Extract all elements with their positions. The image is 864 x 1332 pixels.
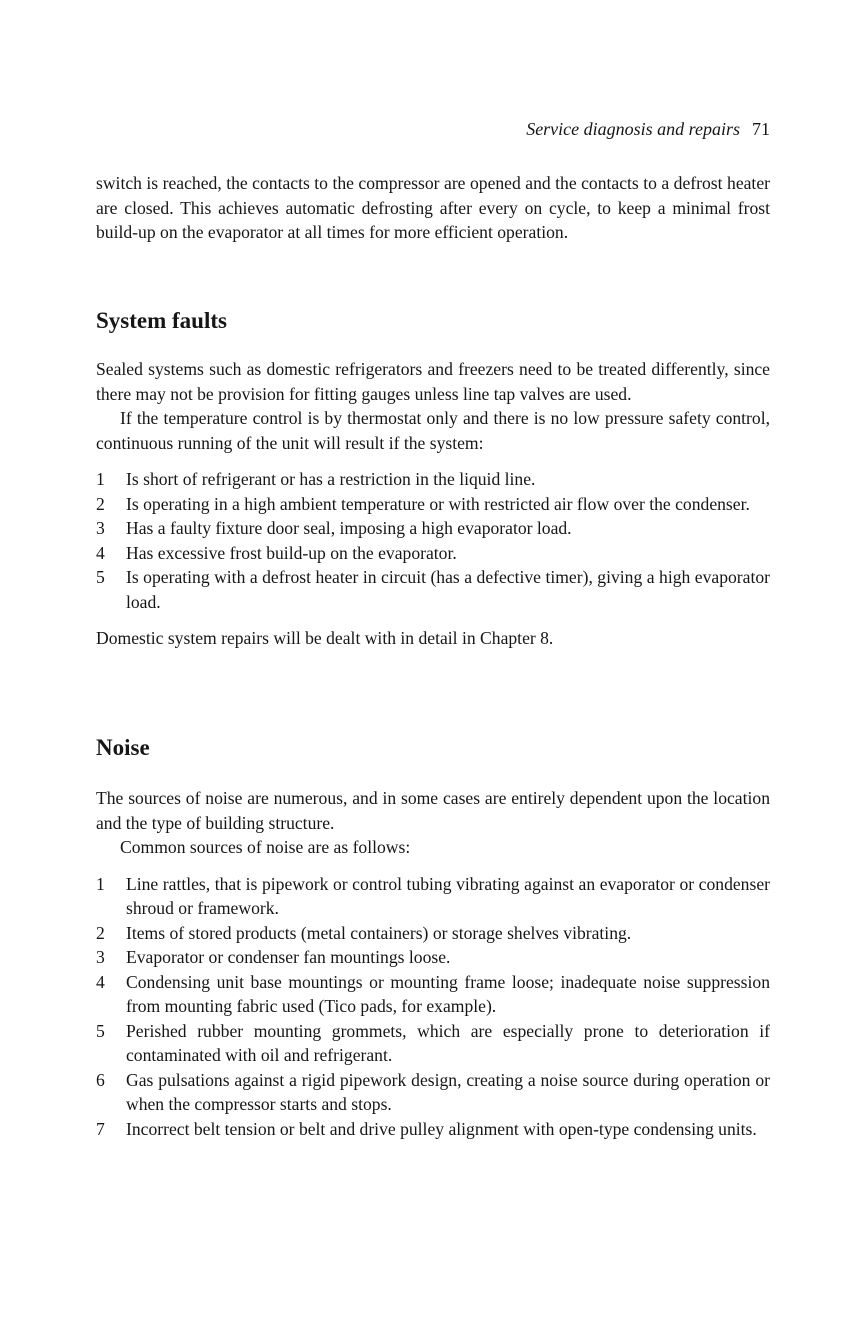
- list-item: [96, 945, 770, 970]
- list-item-number: 5: [96, 567, 105, 587]
- list-item-text: Perished rubber mounting grommets, which are especially prone to deterioration if contaminated with oil and refrigerant.: [126, 1020, 770, 1065]
- noise-paragraph-1: The sources of noise are numerous, and in some cases are entirely dependent upon the location and the type of building structure.: [96, 788, 770, 833]
- list-item-number: 1: [96, 469, 105, 489]
- list-item-text: Gas pulsations against a rigid pipework design, creating a noise source during operation or when the compressor starts and stops.: [126, 1069, 770, 1114]
- list-item: [96, 1117, 770, 1142]
- list-item-text: Has a faulty fixture door seal, imposing a high evaporator load.: [126, 518, 572, 538]
- system-faults-paragraph-1: Sealed systems such as domestic refrigerators and freezers need to be treated differently, since there may not be provision for fitting gauges unless line tap valves are used.: [96, 359, 770, 404]
- list-item-text: Evaporator or condenser fan mountings loose.: [126, 947, 451, 967]
- list-item-text: Is operating in a high ambient temperature or with restricted air flow over the condenser.: [126, 493, 750, 514]
- noise-paragraph-2: Common sources of noise are as follows:: [120, 837, 411, 857]
- section-heading-noise: Noise: [96, 735, 150, 760]
- list-item-text: Incorrect belt tension or belt and drive pulley alignment with open-type condensing units.: [126, 1118, 757, 1139]
- list-item-number: 5: [96, 1020, 105, 1041]
- list-item: [96, 541, 770, 566]
- section-heading-system-faults: System faults: [96, 308, 227, 333]
- page-number: 71: [752, 119, 770, 139]
- list-item-number: 1: [96, 873, 105, 894]
- list-item: [96, 565, 770, 614]
- list-item-number: 6: [96, 1069, 105, 1090]
- list-item-number: 7: [96, 1118, 105, 1139]
- running-head: [526, 118, 770, 140]
- list-item-text: Is short of refrigerant or has a restriction in the liquid line.: [126, 469, 536, 489]
- system-faults-paragraph-2: If the temperature control is by thermostat only and there is no low pressure safety control, continuous running of the unit will result if the system:: [96, 408, 770, 453]
- list-item: [96, 467, 770, 492]
- list-item-number: 3: [96, 518, 105, 538]
- list-item: [96, 872, 770, 921]
- list-item-number: 3: [96, 947, 105, 967]
- list-item-number: 4: [96, 971, 105, 992]
- list-item: [96, 921, 770, 946]
- list-item-text: Items of stored products (metal containers) or storage shelves vibrating.: [126, 922, 632, 943]
- list-item: [96, 516, 770, 541]
- intro-paragraph: switch is reached, the contacts to the compressor are opened and the contacts to a defrost heater are closed. This achieves automatic defrosting after every on cycle, to keep a minimal frost build-up on the evaporator at all times for more efficient operation.: [96, 173, 770, 242]
- list-item-text: Line rattles, that is pipework or control tubing vibrating against an evaporator or condenser shroud or framework.: [126, 873, 770, 918]
- list-item-text: Condensing unit base mountings or mounting frame loose; inadequate noise suppression from mounting fabric used (Tico pads, for example).: [126, 971, 770, 1016]
- list-item-text: Is operating with a defrost heater in circuit (has a defective timer), giving a high evaporator load.: [126, 567, 770, 612]
- noise-section: [96, 786, 770, 1141]
- list-item: [96, 492, 770, 517]
- noise-list: [96, 872, 770, 1142]
- list-item-text: Has excessive frost build-up on the evaporator.: [126, 542, 457, 563]
- system-faults-closing: Domestic system repairs will be dealt with in detail in Chapter 8.: [96, 628, 554, 648]
- list-item-number: 2: [96, 922, 105, 943]
- system-faults-section: [96, 357, 770, 651]
- list-item: [96, 1068, 770, 1117]
- intro-section: [96, 171, 770, 245]
- list-item: [96, 970, 770, 1019]
- running-head-title: Service diagnosis and repairs: [526, 119, 740, 139]
- list-item: [96, 1019, 770, 1068]
- list-item-number: 4: [96, 542, 105, 563]
- system-faults-list: [96, 467, 770, 614]
- list-item-number: 2: [96, 493, 105, 514]
